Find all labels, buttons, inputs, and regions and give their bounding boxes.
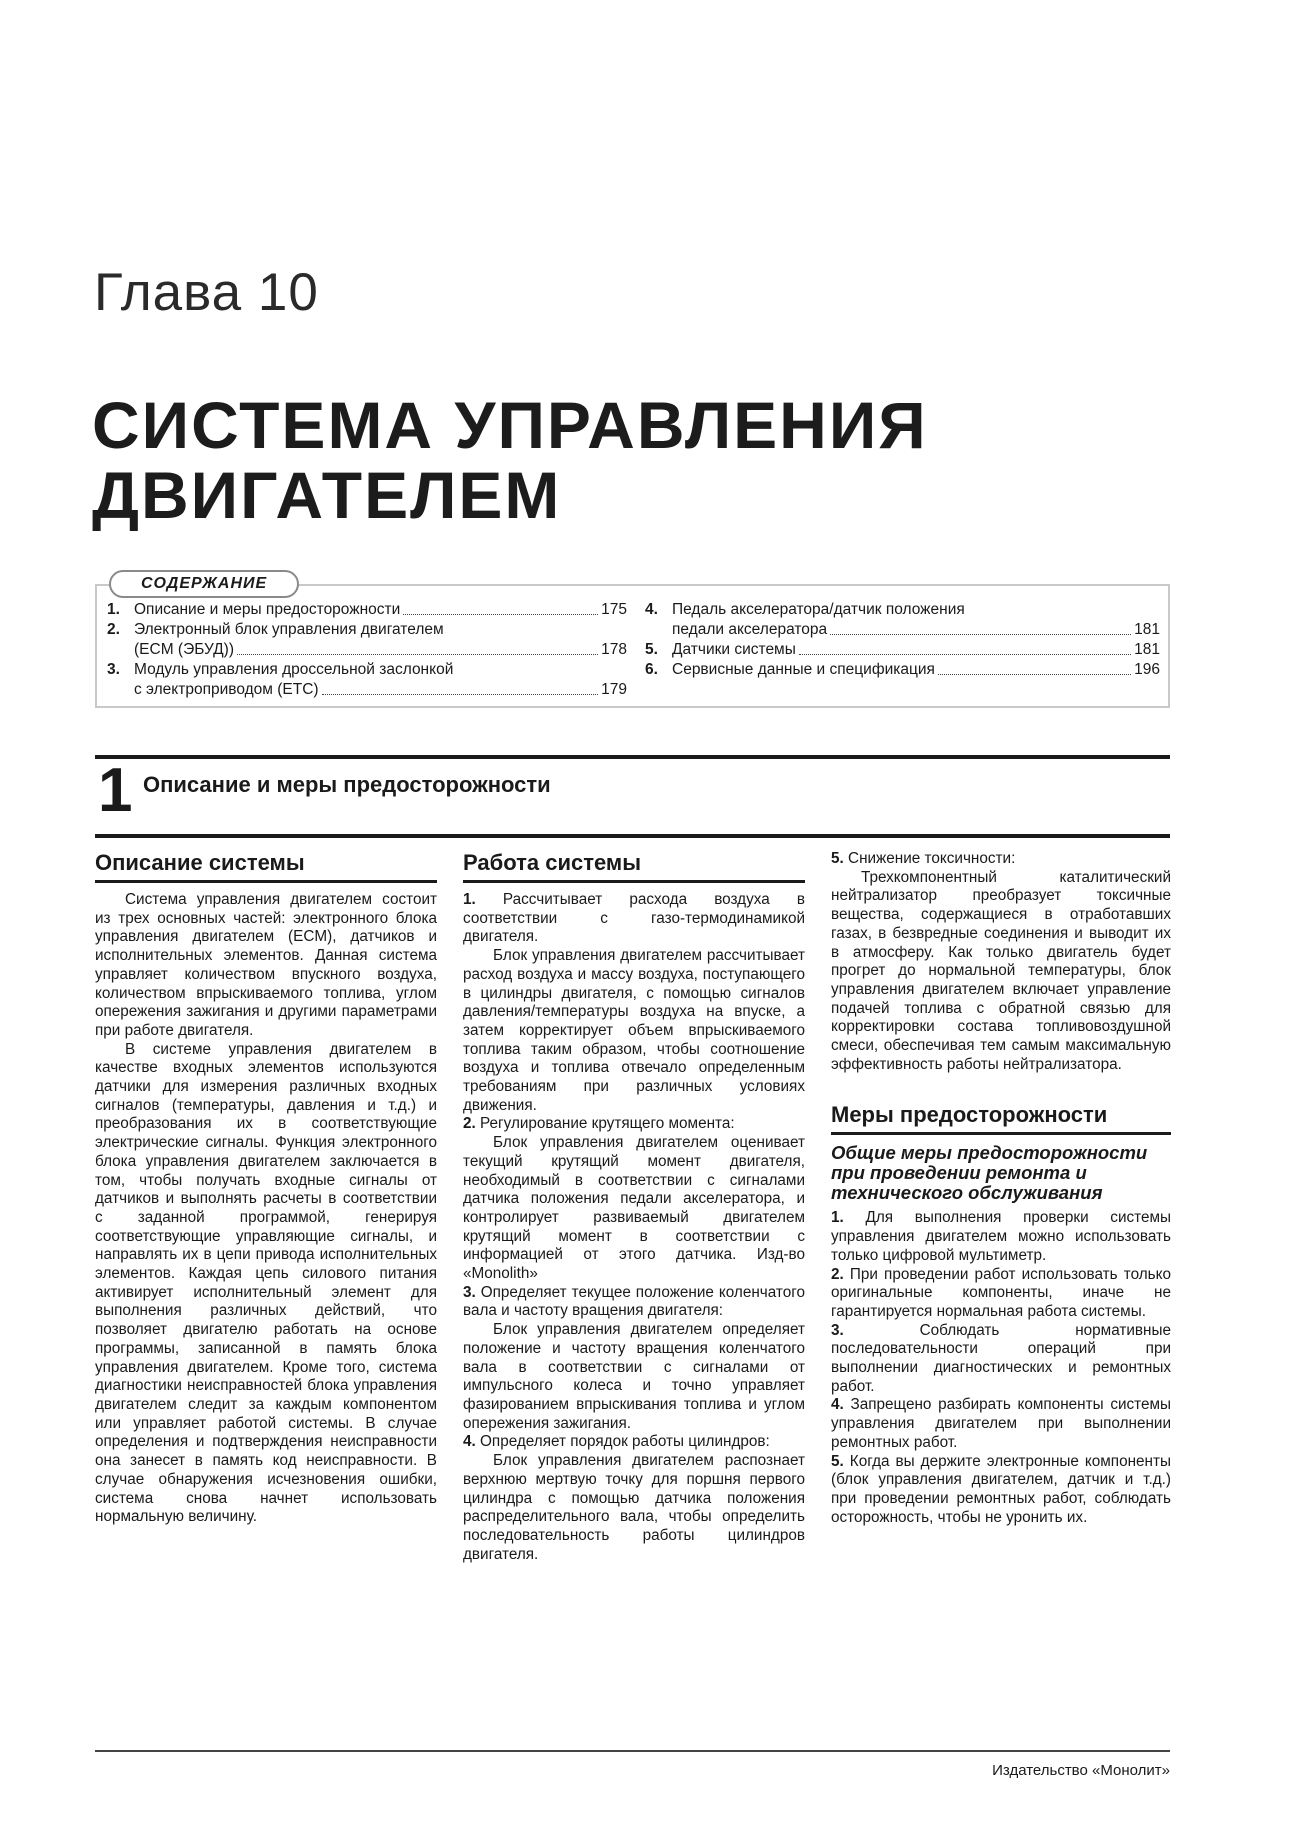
toc-item-page: 178: [601, 641, 627, 658]
toc-item-number: 6.: [645, 661, 658, 678]
list-item: [831, 1322, 1171, 1397]
list-item-text: Определяет текущее положение коленчатого вала и частоту вращения двигателя:: [463, 1283, 806, 1320]
paragraph: В системе управления двигателем в качестве входных элементов используются датчики для измерения различных входных сигналов (температуры, давления и т.д.) и преобразования их в соответствующие электрические сигналы. Функция электронного блока управления двигателем заключается в том, чтобы получать входные сигналы от датчиков и выполнять расчеты в соответствии с заданной программой, генерируя соответствующие управляющие сигналы, и направлять их в цепи привода исполнительных элементов. Каждая цепь силового питания активирует исполнительный элемент для выполнения различных действий, что позволяет двигателю работать на основе программы, записанной в память блока управления двигателем. Кроме того, система диагностики неисправностей блока управления двигателем следит за каждым компонентом или управляет работой системы. В случае определения и подтверждения неисправности она занесет в память код неисправности. В случае обнаружения исчезновения ошибки, система снова начнет использовать нормальную величину.: [95, 1040, 437, 1526]
list-item-number: 2.: [831, 1265, 844, 1283]
toc-item-title: Педаль акселератора/датчик положения: [672, 601, 965, 618]
list-item-text: Рассчитывает расхода воздуха в соответствии с газо-термодинамикой двигателя.: [463, 891, 805, 946]
section-rule-top: [95, 755, 1170, 759]
toc-item[interactable]: [107, 620, 627, 660]
list-item-text: Регулирование крутящего момента:: [480, 1115, 735, 1133]
toc-item-title: Описание и меры предосторожности: [134, 601, 401, 618]
toc-item-title: Электронный блок управления двигателем: [134, 621, 444, 638]
list-item-number: 4.: [463, 1433, 476, 1451]
list-item: [463, 1433, 805, 1452]
text-column-1: [95, 850, 437, 1527]
heading-system-description: Описание системы: [95, 850, 437, 883]
list-item-text: Снижение токсичности:: [848, 850, 1016, 867]
toc-item-title-cont: педали акселератора: [672, 621, 828, 638]
list-item-number: 1.: [463, 891, 476, 908]
toc-item-number: 5.: [645, 641, 658, 658]
toc-leader: [938, 674, 1131, 675]
toc-item[interactable]: [645, 600, 1160, 640]
paragraph: Блок управления двигателем оценивает текущий крутящий момент двигателя, необходимый в соответствии с сигналами датчика положения педали акселератора, и контролирует развиваемый двигателем крутящий момент в соответствии с информацией от этого датчика. Изд-во «Monolith»: [463, 1134, 805, 1283]
list-item-number: 5.: [831, 850, 844, 867]
table-of-contents: [95, 575, 1170, 708]
publisher-footer: Издательство «Монолит»: [992, 1762, 1170, 1779]
list-item-text: Когда вы держите электронные компоненты (блок управления двигателем, датчик и т.д.) при проведении ремонтных работ, соблюдать осторожность, чтобы не уронить их.: [831, 1452, 1171, 1526]
heading-precautions: Меры предосторожности: [831, 1102, 1171, 1135]
toc-item-page: 181: [1134, 621, 1160, 638]
list-item: [831, 1209, 1171, 1265]
title-line-1: СИСТЕМА УПРАВЛЕНИЯ: [92, 388, 928, 462]
list-item-text: Запрещено разбирать компоненты системы управления двигателем при выполнении ремонтных работ.: [831, 1396, 1172, 1451]
toc-leader: [237, 654, 598, 655]
section-title: Описание и меры предосторожности: [143, 772, 551, 797]
toc-item[interactable]: [645, 640, 1160, 660]
toc-item-number: 1.: [107, 601, 120, 618]
toc-item-title-cont: (ECM (ЭБУД)): [134, 641, 235, 658]
list-item-text: При проведении работ использовать только оригинальные компоненты, иначе не гарантируется нормальная работа системы.: [831, 1265, 1172, 1320]
toc-item-number: 3.: [107, 661, 120, 678]
paragraph: Блок управления двигателем распознает верхнюю мертвую точку для поршня первого цилиндра с помощью датчика положения распределительного вала, чтобы определить последовательность работы цилиндров двигателя.: [463, 1452, 805, 1563]
toc-item-page: 179: [601, 681, 627, 698]
toc-item[interactable]: [107, 600, 627, 620]
title-line-2: ДВИГАТЕЛЕМ: [92, 458, 562, 532]
toc-leader: [830, 634, 1131, 635]
toc-item-page: 175: [601, 601, 627, 618]
toc-item-number: 2.: [107, 621, 120, 638]
page-title: [92, 390, 1192, 530]
section-number: 1: [98, 756, 133, 825]
list-item: [831, 1453, 1171, 1528]
paragraph: Блок управления двигателем рассчитывает расход воздуха и массу воздуха, поступающего в цилиндры двигателя, с помощью сигналов давления/температуры воздуха на впуске, а затем корректирует объем впрыскиваемого топлива таким образом, чтобы соотношение воздуха и топлива отвечало определенным требованиям при различных условиях движения.: [463, 947, 805, 1114]
list-item: [831, 1266, 1171, 1322]
toc-item[interactable]: [645, 660, 1160, 680]
toc-column-right: [645, 600, 1160, 680]
toc-label: СОДЕРЖАНИЕ: [109, 570, 299, 598]
toc-item-title: Модуль управления дроссельной заслонкой: [134, 661, 454, 678]
list-item-number: 5.: [831, 1452, 844, 1470]
list-item-text: Определяет порядок работы цилиндров:: [480, 1433, 770, 1451]
toc-column-left: [107, 600, 627, 700]
list-item-number: 1.: [831, 1209, 844, 1227]
list-item-number: 4.: [831, 1396, 844, 1414]
text-column-2: [463, 850, 805, 1564]
section-rule-bottom: [95, 834, 1170, 838]
list-item-text: Для выполнения проверки системы управления двигателем можно использовать только цифровой мультиметр.: [831, 1209, 1172, 1264]
list-item: [463, 1115, 805, 1134]
list-item: [831, 1396, 1171, 1452]
toc-item-page: 196: [1134, 661, 1160, 678]
paragraph: Система управления двигателем состоит из трех основных частей: электронного блока управления двигателем (ECM), датчиков и исполнительных элементов. Данная система управляет количеством впускного воздуха, количеством впрыскиваемого топлива, углом опережения зажигания и другими параметрами при работе двигателя.: [95, 891, 437, 1039]
list-item-number: 3.: [831, 1321, 844, 1339]
paragraph: Трехкомпонентный каталитический нейтрализатор преобразует токсичные вещества, содержащиеся в отработавших газах, в безвредные соединения и выводит их в атмосферу. Как только двигатель будет прогрет до нормальной температуры, блок управления двигателем включает управление подачей топлива с обратной связью для корректировки состава топливовоздушной смеси, обеспечивая тем самым максимальную эффективность работы нейтрализатора.: [831, 868, 1171, 1073]
subheading-general-precautions: Общие меры предосторожности при проведении ремонта и технического обслуживания: [831, 1142, 1148, 1204]
toc-item-title: Сервисные данные и спецификация: [672, 661, 935, 678]
footer-rule: [95, 1750, 1170, 1752]
toc-item[interactable]: [107, 660, 627, 700]
toc-item-title-cont: с электроприводом (ETC): [134, 681, 319, 698]
heading-system-operation: Работа системы: [463, 850, 805, 883]
list-item-number: 3.: [463, 1283, 476, 1301]
paragraph: Блок управления двигателем определяет положение и частоту вращения коленчатого вала в соответствии с сигналами от импульсного колеса и точно управляет фазированием впрыскивания топлива и углом опережения зажигания.: [463, 1321, 805, 1432]
toc-item-number: 4.: [645, 601, 658, 618]
list-item: [463, 1284, 805, 1321]
list-item: [831, 850, 1171, 869]
toc-item-title: Датчики системы: [672, 641, 796, 658]
toc-item-page: 181: [1134, 641, 1160, 658]
list-item-number: 2.: [463, 1115, 476, 1133]
list-item-text: Соблюдать нормативные последовательности операций при выполнении диагностических и ремонтных работ.: [831, 1321, 1171, 1395]
text-column-3: [831, 850, 1171, 1527]
toc-leader: [322, 694, 599, 695]
toc-leader: [403, 614, 598, 615]
chapter-label: Глава 10: [94, 263, 319, 322]
toc-leader: [799, 654, 1131, 655]
list-item: [463, 891, 805, 947]
